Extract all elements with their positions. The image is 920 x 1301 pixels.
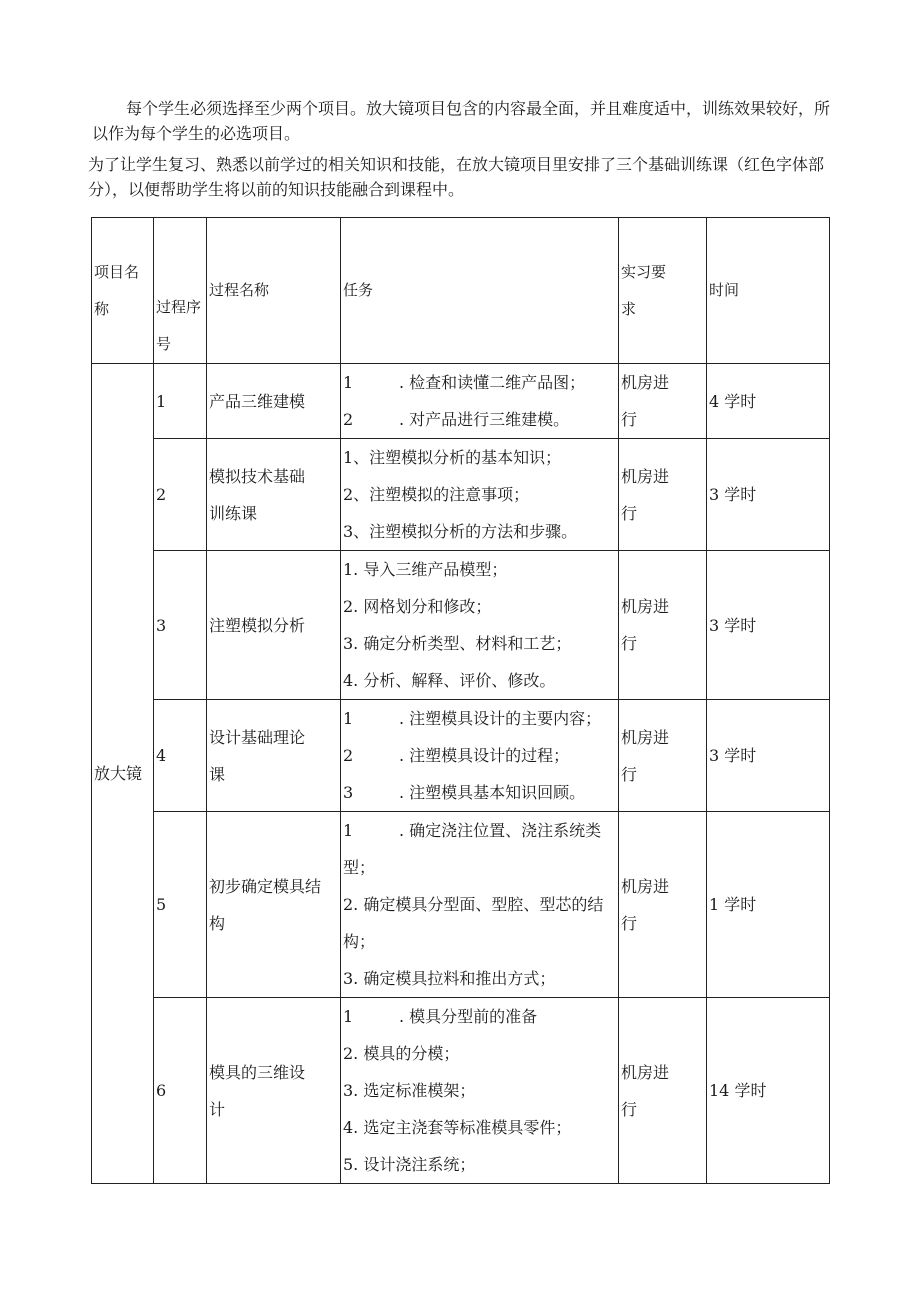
table-row	[92, 439, 830, 551]
task-text: 4. 选定主浇套等标准模具零件；	[343, 1118, 572, 1137]
requirement-cell	[619, 700, 707, 812]
task-cell	[341, 364, 619, 439]
table-row	[92, 551, 830, 700]
task-number: 1	[343, 709, 354, 728]
task-line	[343, 1072, 616, 1109]
requirement-line: 行	[621, 634, 638, 653]
process-name-cell	[207, 439, 341, 551]
requirement-cell	[619, 998, 707, 1184]
task-line	[343, 662, 616, 699]
task-text: 1、注塑模拟分析的基本知识；	[343, 448, 562, 467]
table-header-row	[92, 218, 830, 364]
task-line	[343, 588, 616, 625]
task-cell	[341, 551, 619, 700]
requirement-line: 机房进	[621, 876, 670, 896]
requirement-line: 机房进	[621, 597, 670, 616]
requirement-cell	[619, 812, 707, 998]
task-text: . 对产品进行三维建模。	[399, 410, 570, 429]
process-seq-cell: 6	[154, 998, 207, 1184]
requirement-line: 行	[621, 410, 638, 429]
task-text: 5. 设计浇注系统；	[343, 1155, 476, 1174]
task-line	[343, 439, 616, 476]
process-name-line: 计	[209, 1099, 226, 1119]
table-row	[92, 812, 830, 998]
task-text: . 确定浇注位置、浇注系统类	[399, 821, 602, 840]
table-row	[92, 700, 830, 812]
task-text: . 注塑模具设计的过程；	[399, 746, 570, 765]
task-line	[343, 476, 616, 513]
task-cell	[341, 998, 619, 1184]
task-line	[343, 401, 616, 438]
requirement-line: 行	[621, 764, 638, 784]
task-line	[343, 849, 616, 886]
task-text: . 模具分型前的准备	[399, 1007, 538, 1026]
task-text: . 注塑模具基本知识回顾。	[399, 783, 586, 802]
time-cell: 3 学时	[707, 439, 830, 551]
task-text: 构；	[343, 932, 376, 951]
header-project-name: 项目名 称	[92, 218, 154, 364]
task-line	[343, 774, 616, 811]
process-name-line: 设计基础理论	[209, 727, 306, 747]
process-seq-cell: 2	[154, 439, 207, 551]
task-text: . 检查和读懂二维产品图；	[399, 373, 586, 392]
task-line	[343, 1109, 616, 1146]
intro-paragraph-1: 每个学生必须选择至少两个项目。放大镜项目包含的内容最全面，并且难度适中，训练效果较好，所以作为每个学生的必选项目。	[92, 99, 831, 143]
requirement-line: 机房进	[621, 373, 670, 392]
task-text: 2. 模具的分模；	[343, 1044, 460, 1063]
requirement-cell	[619, 551, 707, 700]
header-process-seq: 过程序 号	[154, 218, 207, 364]
process-name-cell	[207, 551, 341, 700]
process-name-cell	[207, 812, 341, 998]
task-number: 3	[343, 783, 354, 802]
task-text: 3. 确定模具拉料和推出方式；	[343, 969, 556, 988]
time-cell: 1 学时	[707, 812, 830, 998]
table-row	[92, 998, 830, 1184]
task-line	[343, 551, 616, 588]
task-cell	[341, 700, 619, 812]
requirement-line: 机房进	[621, 1062, 670, 1082]
process-name-line: 构	[209, 913, 226, 933]
requirement-line: 机房进	[621, 466, 670, 486]
task-text: . 注塑模具设计的主要内容；	[399, 709, 602, 728]
task-line	[343, 812, 616, 849]
task-text: 2、注塑模拟的注意事项；	[343, 485, 530, 504]
task-line	[343, 513, 616, 550]
task-text: 3. 选定标准模架；	[343, 1081, 476, 1100]
requirement-line: 机房进	[621, 727, 670, 747]
task-number: 1	[343, 821, 354, 840]
process-name-line: 模具的三维设	[209, 1062, 306, 1082]
task-cell	[341, 812, 619, 998]
intro-paragraph-2: 为了让学生复习、熟悉以前学过的相关知识和技能，在放大镜项目里安排了三个基础训练课（红色字体部分），以便帮助学生将以前的知识技能融合到课程中。	[88, 155, 825, 199]
process-name-cell	[207, 700, 341, 812]
task-line	[343, 886, 616, 923]
task-text: 1. 导入三维产品模型；	[343, 560, 508, 579]
header-requirement: 实习要 求	[619, 218, 707, 364]
task-line	[343, 364, 616, 401]
time-cell: 4 学时	[707, 364, 830, 439]
task-line	[343, 1035, 616, 1072]
task-number: 2	[343, 746, 354, 765]
process-seq-cell: 1	[154, 364, 207, 439]
header-process-name: 过程名称	[207, 218, 341, 364]
process-name-line: 模拟技术基础	[209, 466, 306, 486]
task-line	[343, 960, 616, 997]
task-text: 4. 分析、解释、评价、修改。	[343, 671, 556, 690]
task-line	[343, 625, 616, 662]
process-name-cell	[207, 998, 341, 1184]
task-text: 2. 确定模具分型面、型腔、型芯的结	[343, 895, 604, 914]
process-name-line: 注塑模拟分析	[209, 615, 306, 635]
process-seq-cell: 4	[154, 700, 207, 812]
process-seq-cell: 3	[154, 551, 207, 700]
time-cell: 3 学时	[707, 700, 830, 812]
task-line	[343, 998, 616, 1035]
task-cell	[341, 439, 619, 551]
task-text: 3、注塑模拟分析的方法和步骤。	[343, 522, 578, 541]
project-name-cell: 放大镜	[92, 364, 154, 1184]
table-row	[92, 364, 830, 439]
task-text: 型；	[343, 858, 376, 877]
task-line	[343, 737, 616, 774]
process-seq-cell: 5	[154, 812, 207, 998]
task-line	[343, 923, 616, 960]
task-text: 3. 确定分析类型、材料和工艺；	[343, 634, 572, 653]
training-plan-table	[91, 217, 830, 1184]
task-number: 1	[343, 373, 354, 392]
requirement-line: 行	[621, 1099, 638, 1119]
process-name-line: 课	[209, 764, 226, 784]
requirement-line: 行	[621, 503, 638, 523]
task-line	[343, 1146, 616, 1183]
header-task: 任务	[341, 218, 619, 364]
process-name-line: 初步确定模具结	[209, 876, 322, 896]
time-cell: 14 学时	[707, 998, 830, 1184]
requirement-cell	[619, 439, 707, 551]
process-name-line: 训练课	[209, 503, 258, 523]
task-text: 2. 网格划分和修改；	[343, 597, 492, 616]
process-name-cell	[207, 364, 341, 439]
task-number: 2	[343, 410, 354, 429]
time-cell: 3 学时	[707, 551, 830, 700]
requirement-line: 行	[621, 913, 638, 933]
task-line	[343, 700, 616, 737]
process-name-line: 产品三维建模	[209, 391, 306, 411]
requirement-cell	[619, 364, 707, 439]
header-time: 时间	[707, 218, 830, 364]
task-number: 1	[343, 1007, 354, 1026]
